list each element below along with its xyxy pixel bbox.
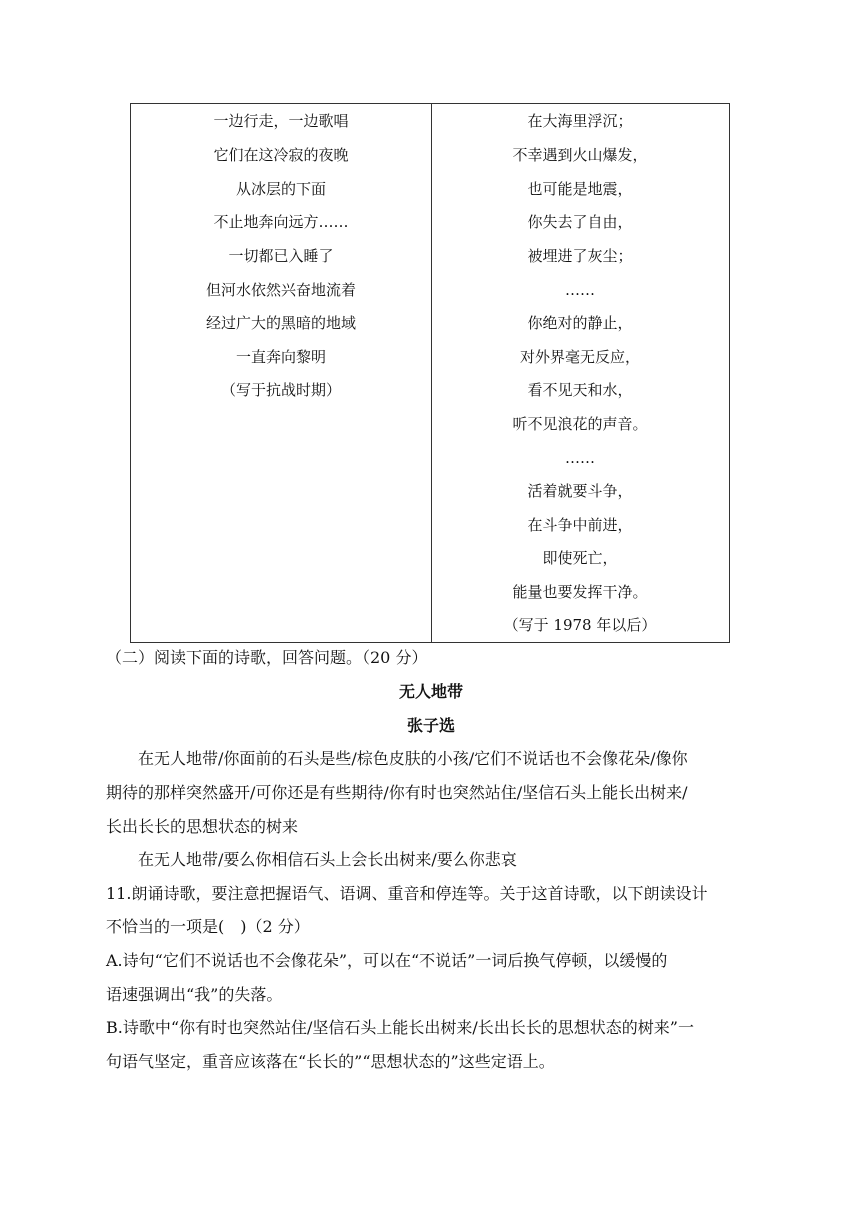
poem-author: 张子选 [406, 716, 455, 735]
left-poem-line: 它们在这冷寂的夜晚 [213, 146, 349, 164]
poem-body-line: 期待的那样突然盛开/可你还是有些期待/你有时也突然站住/坚信石头上能长出树来/ [106, 783, 688, 802]
left-poem-line: 不止地奔向远方…… [213, 213, 349, 231]
poem-body-line: 长出长长的思想状态的树来 [106, 817, 299, 836]
poem-title: 无人地带 [398, 682, 463, 701]
left-poem-line: 一边行走，一边歌唱 [213, 112, 349, 130]
poem-body-line: 在无人地带/你面前的石头是些/棕色皮肤的小孩/它们不说话也不会像花朵/像你 [138, 749, 688, 768]
left-poem-line: 经过广大的黑暗的地域 [205, 314, 356, 332]
left-poem-column [131, 104, 432, 642]
right-poem-ellipsis: …… [565, 449, 595, 467]
right-poem-line: 活着就要斗争， [527, 482, 633, 500]
right-poem-line: 听不见浪花的声音。 [512, 415, 648, 433]
right-poem-line: 也可能是地震， [527, 180, 633, 198]
left-poem-line: 一切都已入睡了 [228, 247, 334, 265]
right-poem-column [431, 104, 729, 642]
option-b: B.诗歌中“你有时也突然站住/坚信石头上能长出树来/长出长长的思想状态的树来”一 [106, 1018, 694, 1037]
option-b: 句语气坚定，重音应该落在“长长的”“思想状态的”这些定语上。 [106, 1052, 555, 1071]
section-heading: （二）阅读下面的诗歌，回答问题。（20 分） [106, 648, 428, 667]
right-poem-line: 看不见天和水， [527, 381, 633, 399]
option-a: 语速强调出“我”的失落。 [106, 985, 283, 1004]
right-poem-line: 被埋进了灰尘； [527, 247, 633, 265]
right-poem-line: 不幸遇到火山爆发， [512, 146, 648, 164]
right-poem-line: 在斗争中前进， [527, 516, 633, 534]
left-poem-line: 从冰层的下面 [235, 180, 326, 198]
right-poem-line: 在大海里浮沉； [527, 112, 633, 130]
right-poem-date: （写于 1978 年以后） [503, 616, 657, 634]
left-poem-line: 一直奔向黎明 [235, 348, 326, 366]
right-poem-line: 你绝对的静止， [527, 314, 633, 332]
right-poem-line: 即使死亡， [542, 549, 618, 567]
right-poem-ellipsis: …… [565, 281, 595, 299]
option-a: A.诗句“它们不说话也不会像花朵”，可以在“不说话”一词后换气停顿，以缓慢的 [106, 951, 668, 970]
right-poem-line: 对外界毫无反应， [519, 348, 640, 366]
right-poem-line: 能量也要发挥干净。 [512, 583, 648, 601]
poem-comparison-table [130, 103, 730, 643]
left-poem-date: （写于抗战时期） [220, 381, 341, 399]
left-poem-line: 但河水依然兴奋地流着 [205, 281, 356, 299]
right-poem-line: 你失去了自由， [527, 213, 633, 231]
poem-body-line: 在无人地带/要么你相信石头上会长出树来/要么你悲哀 [138, 850, 517, 869]
question-stem: 11.朗诵诗歌，要注意把握语气、语调、重音和停连等。关于这首诗歌，以下朗读设计 [106, 884, 708, 903]
question-stem: 不恰当的一项是( )（2 分） [106, 917, 310, 936]
